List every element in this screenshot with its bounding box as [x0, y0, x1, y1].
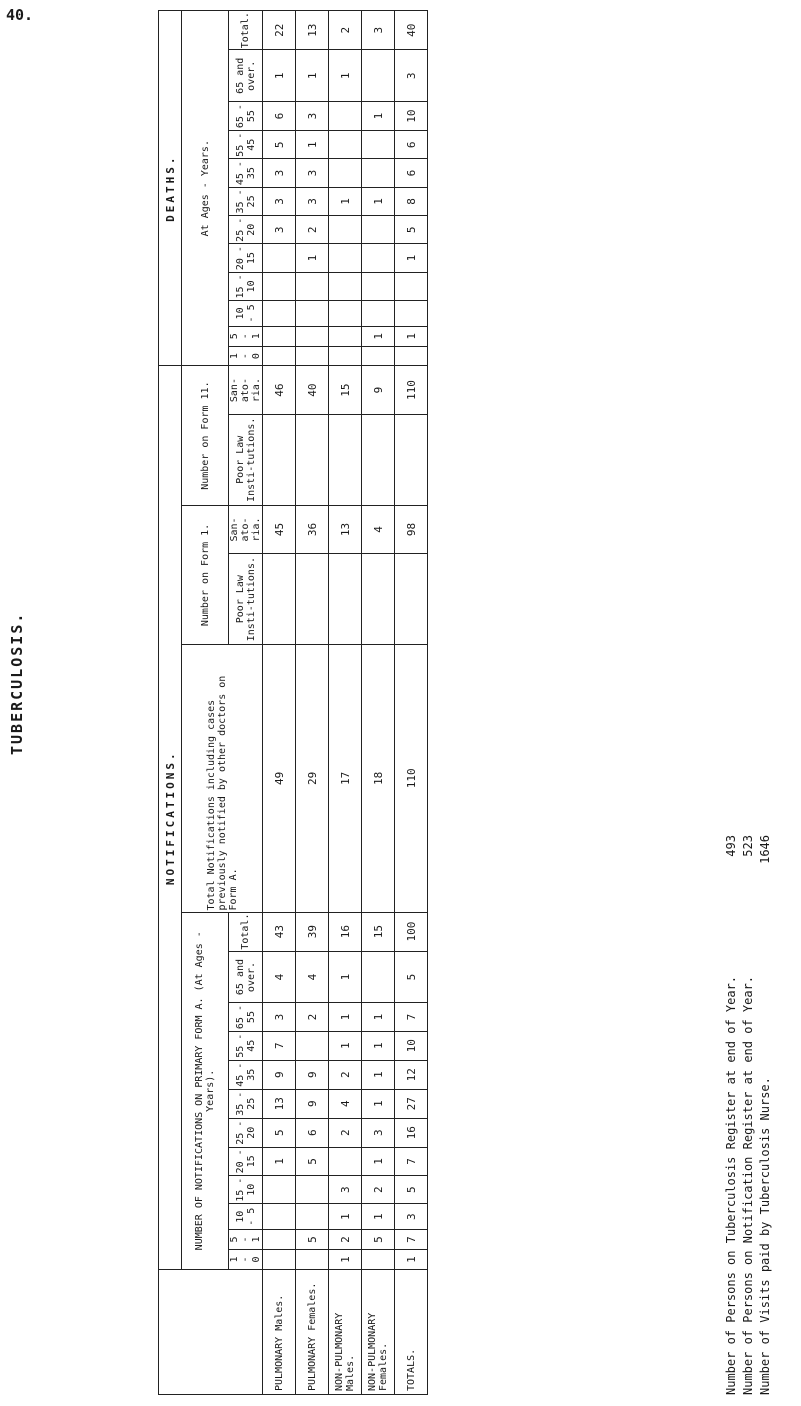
notification-cell: 12	[395, 1060, 428, 1089]
total-notifications-cell: 29	[296, 645, 329, 912]
death-cell	[329, 159, 362, 187]
death-cell	[263, 301, 296, 327]
side-title: TUBERCULOSIS.	[8, 611, 26, 755]
age-group-header: 65 and over.	[229, 951, 263, 1003]
notification-cell	[296, 1031, 329, 1060]
death-cell	[296, 346, 329, 366]
death-cell	[395, 272, 428, 300]
notification-cell: 7	[263, 1031, 296, 1060]
form1-sanatoria-cell: 36	[296, 505, 329, 553]
notification-cell: 10	[395, 1031, 428, 1060]
table-row	[263, 11, 296, 1395]
death-cell	[362, 301, 395, 327]
death-cell	[296, 301, 329, 327]
notification-cell: 5	[395, 951, 428, 1003]
form1-poor-law-cell	[296, 554, 329, 645]
rotated-page	[8, 10, 772, 1395]
death-cell: 6	[395, 159, 428, 187]
notification-cell: 1	[362, 1204, 395, 1230]
death-cell	[362, 159, 395, 187]
death-cell: 1	[362, 102, 395, 131]
death-cell	[263, 346, 296, 366]
form2-poor-law-cell	[362, 414, 395, 505]
notification-cell	[263, 1204, 296, 1230]
death-cell	[263, 272, 296, 300]
death-cell	[329, 131, 362, 159]
table-row	[395, 11, 428, 1395]
notification-cell: 9	[296, 1089, 329, 1118]
notification-cell: 7	[395, 1147, 428, 1175]
age-group-header: 45 - 35	[229, 1060, 263, 1089]
death-cell	[329, 244, 362, 272]
death-cell: 1	[263, 50, 296, 102]
summary-value: 1646	[758, 835, 772, 864]
notification-cell: 4	[329, 1089, 362, 1118]
death-cell: 2	[296, 216, 329, 244]
notification-cell: 1	[329, 951, 362, 1003]
notification-cell: 2	[329, 1118, 362, 1147]
death-cell	[263, 244, 296, 272]
total-notifications-cell: 110	[395, 645, 428, 912]
form2-sanatoria-cell: 9	[362, 366, 395, 414]
death-cell	[263, 326, 296, 346]
notification-cell: 43	[263, 912, 296, 951]
death-age-group-header: 15 - 10	[229, 272, 263, 300]
summary-label: Number of Persons on Notification Register at end of Year.	[741, 975, 755, 1395]
tuberculosis-table	[158, 10, 428, 1395]
death-cell	[329, 346, 362, 366]
notifications-subtitle: NUMBER OF NOTIFICATIONS ON PRIMARY FORM A. (At Ages - Years).	[182, 912, 229, 1269]
notification-cell: 7	[395, 1230, 428, 1250]
death-cell: 2	[329, 11, 362, 50]
death-cell: 6	[395, 131, 428, 159]
notification-cell: 39	[296, 912, 329, 951]
deaths-subtitle: At Ages - Years.	[182, 11, 229, 366]
death-age-group-header: 45 - 35	[229, 159, 263, 187]
form1-sanatoria-cell: 45	[263, 505, 296, 553]
death-cell: 3	[263, 216, 296, 244]
notification-cell: 1	[362, 1003, 395, 1031]
row-label: PULMONARY Males.	[263, 1270, 296, 1395]
age-group-header: 55 - 45	[229, 1031, 263, 1060]
death-cell: 3	[362, 11, 395, 50]
summary-line	[757, 835, 774, 1395]
notification-cell	[329, 1147, 362, 1175]
row-label: NON-PULMONARY Males.	[329, 1270, 362, 1395]
notification-cell: 1	[329, 1003, 362, 1031]
age-group-header: 1 - 0	[229, 1250, 263, 1270]
summary-line	[723, 835, 740, 1395]
death-cell	[329, 326, 362, 346]
death-cell: 3	[296, 102, 329, 131]
death-cell: 13	[296, 11, 329, 50]
notification-cell: 1	[329, 1250, 362, 1270]
death-age-group-header: 20 - 15	[229, 244, 263, 272]
death-cell: 1	[362, 187, 395, 215]
poor-law-header: Poor Law Insti-tutions.	[229, 554, 263, 645]
death-cell: 40	[395, 11, 428, 50]
death-cell: 22	[263, 11, 296, 50]
form1-sanatoria-cell: 13	[329, 505, 362, 553]
death-cell	[329, 102, 362, 131]
death-age-group-header: 65 and over.	[229, 50, 263, 102]
table-row	[329, 11, 362, 1395]
age-group-header: 25 - 20	[229, 1118, 263, 1147]
age-group-header: 10 - 5	[229, 1204, 263, 1230]
death-age-group-header: 65 - 55	[229, 102, 263, 131]
notification-cell: 5	[362, 1230, 395, 1250]
row-label: PULMONARY Females.	[296, 1270, 329, 1395]
notification-cell: 15	[362, 912, 395, 951]
notification-cell: 4	[263, 951, 296, 1003]
total-notifications-cell: 18	[362, 645, 395, 912]
notification-cell	[263, 1250, 296, 1270]
death-cell: 3	[263, 187, 296, 215]
page-number: 40.	[6, 6, 34, 24]
total-notifications-cell: 17	[329, 645, 362, 912]
death-cell	[362, 272, 395, 300]
summary-block	[723, 835, 774, 1395]
form2-poor-law-cell	[263, 414, 296, 505]
summary-label: Number of Persons on Tuberculosis Register at end of Year.	[724, 975, 738, 1395]
notification-cell: 3	[263, 1003, 296, 1031]
notification-cell: 7	[395, 1003, 428, 1031]
notification-cell: 27	[395, 1089, 428, 1118]
death-cell	[395, 301, 428, 327]
death-cell	[362, 216, 395, 244]
notification-cell	[296, 1250, 329, 1270]
death-age-group-header: 5 - 1	[229, 326, 263, 346]
death-cell	[362, 346, 395, 366]
form2-sanatoria-cell: 40	[296, 366, 329, 414]
age-group-header: 15 - 10	[229, 1176, 263, 1204]
notification-cell: 1	[362, 1089, 395, 1118]
death-cell: 5	[263, 131, 296, 159]
total-notifications-header: Total Notifications including cases previously notified by other doctors on Form A.	[182, 645, 263, 912]
notification-cell: 2	[296, 1003, 329, 1031]
death-cell: 1	[296, 244, 329, 272]
form1-header: Number on Form 1.	[182, 505, 229, 644]
age-group-header: Total.	[229, 912, 263, 951]
death-cell	[329, 272, 362, 300]
notification-cell: 5	[263, 1118, 296, 1147]
form2-poor-law-cell	[395, 414, 428, 505]
poor-law-header: Poor Law Insti-tutions.	[229, 414, 263, 505]
death-cell: 1	[296, 131, 329, 159]
form1-poor-law-cell	[362, 554, 395, 645]
notification-cell: 9	[263, 1060, 296, 1089]
death-cell: 3	[296, 187, 329, 215]
death-cell: 10	[395, 102, 428, 131]
form1-sanatoria-cell: 98	[395, 505, 428, 553]
row-label: TOTALS.	[395, 1270, 428, 1395]
notification-cell: 4	[296, 951, 329, 1003]
summary-value: 523	[741, 835, 755, 857]
death-cell	[329, 216, 362, 244]
notification-cell: 1	[395, 1250, 428, 1270]
form2-sanatoria-cell: 46	[263, 366, 296, 414]
death-cell: 1	[395, 326, 428, 346]
sanatoria-header: San-ato-ria.	[229, 366, 263, 414]
death-cell: 8	[395, 187, 428, 215]
notification-cell: 6	[296, 1118, 329, 1147]
row-label: NON-PULMONARY Females.	[362, 1270, 395, 1395]
summary-value: 493	[724, 835, 738, 857]
form2-sanatoria-cell: 15	[329, 366, 362, 414]
death-cell: 1	[329, 50, 362, 102]
form2-poor-law-cell	[296, 414, 329, 505]
death-cell: 1	[296, 50, 329, 102]
form1-sanatoria-cell: 4	[362, 505, 395, 553]
notification-cell: 5	[395, 1176, 428, 1204]
death-cell	[329, 301, 362, 327]
death-cell: 1	[329, 187, 362, 215]
table-row	[296, 11, 329, 1395]
form1-poor-law-cell	[263, 554, 296, 645]
death-cell	[395, 346, 428, 366]
death-age-group-header: Total.	[229, 11, 263, 50]
notification-cell: 1	[362, 1147, 395, 1175]
form1-poor-law-cell	[395, 554, 428, 645]
death-cell	[362, 131, 395, 159]
deaths-title: DEATHS.	[159, 11, 182, 366]
total-notifications-cell: 49	[263, 645, 296, 912]
age-group-header: 20 - 15	[229, 1147, 263, 1175]
notification-cell: 2	[329, 1060, 362, 1089]
notification-cell: 1	[263, 1147, 296, 1175]
death-age-group-header: 10 - 5	[229, 301, 263, 327]
age-group-header: 35 - 25	[229, 1089, 263, 1118]
death-cell: 5	[395, 216, 428, 244]
death-cell: 1	[362, 326, 395, 346]
death-age-group-header: 35 - 25	[229, 187, 263, 215]
death-cell	[296, 326, 329, 346]
notification-cell: 13	[263, 1089, 296, 1118]
death-cell: 3	[395, 50, 428, 102]
notification-cell: 3	[329, 1176, 362, 1204]
age-group-header: 65 - 55	[229, 1003, 263, 1031]
notification-cell: 2	[362, 1176, 395, 1204]
notification-cell: 100	[395, 912, 428, 951]
form2-poor-law-cell	[329, 414, 362, 505]
form1-poor-law-cell	[329, 554, 362, 645]
death-cell: 3	[296, 159, 329, 187]
notification-cell	[362, 1250, 395, 1270]
death-cell	[362, 50, 395, 102]
death-age-group-header: 25 - 20	[229, 216, 263, 244]
summary-label: Number of Visits paid by Tuberculosis Nurse.	[758, 1077, 772, 1395]
table-row	[362, 11, 395, 1395]
notification-cell	[296, 1204, 329, 1230]
notification-cell	[263, 1176, 296, 1204]
notification-cell: 1	[362, 1031, 395, 1060]
death-cell: 3	[263, 159, 296, 187]
death-cell: 6	[263, 102, 296, 131]
death-age-group-header: 1 - 0	[229, 346, 263, 366]
sanatoria-header: San-ato-ria.	[229, 505, 263, 553]
notification-cell: 1	[329, 1204, 362, 1230]
row-label-header	[159, 1270, 263, 1395]
death-cell: 1	[395, 244, 428, 272]
age-group-header: 5 - 1	[229, 1230, 263, 1250]
notification-cell: 16	[329, 912, 362, 951]
notification-cell	[296, 1176, 329, 1204]
notification-cell	[362, 951, 395, 1003]
notification-cell: 3	[395, 1204, 428, 1230]
notification-cell: 9	[296, 1060, 329, 1089]
notification-cell: 2	[329, 1230, 362, 1250]
death-cell	[362, 244, 395, 272]
notification-cell: 1	[329, 1031, 362, 1060]
death-age-group-header: 55 - 45	[229, 131, 263, 159]
notification-cell: 1	[362, 1060, 395, 1089]
notification-cell: 5	[296, 1147, 329, 1175]
notification-cell: 5	[296, 1230, 329, 1250]
notifications-title: NOTIFICATIONS.	[159, 366, 182, 1270]
summary-line	[740, 835, 757, 1395]
notification-cell: 16	[395, 1118, 428, 1147]
notification-cell	[263, 1230, 296, 1250]
notification-cell: 3	[362, 1118, 395, 1147]
death-cell	[296, 272, 329, 300]
form2-sanatoria-cell: 110	[395, 366, 428, 414]
form2-header: Number on Form 11.	[182, 366, 229, 505]
